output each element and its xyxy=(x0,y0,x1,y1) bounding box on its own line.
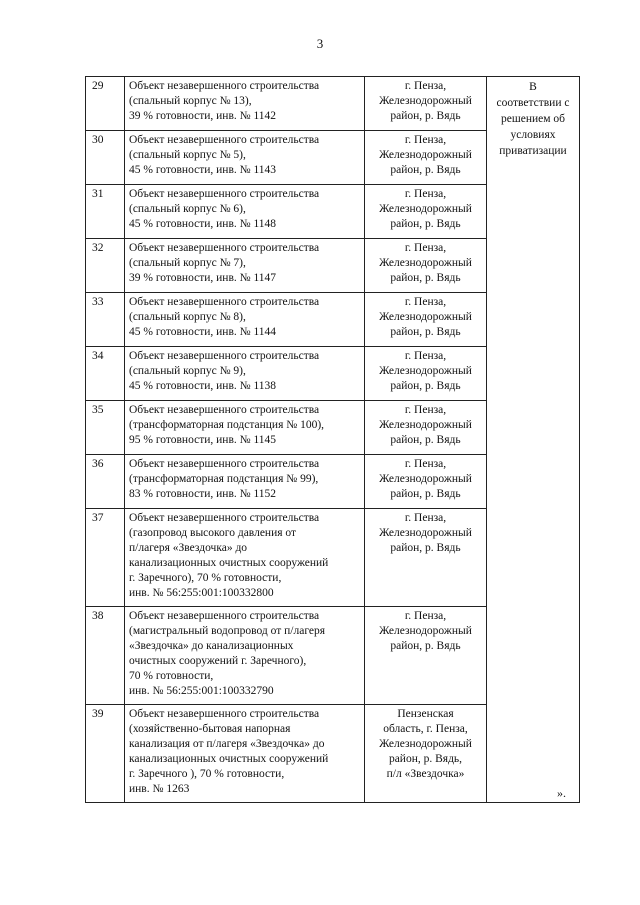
object-description xyxy=(125,509,365,607)
location-line: г. Пенза, xyxy=(404,404,447,416)
description-line: Объект незавершенного строительства xyxy=(129,242,320,254)
description-line: (трансформаторная подстанция № 100), xyxy=(129,419,325,431)
object-description xyxy=(125,455,365,509)
description-line: канализация от п/лагеря «Звездочка» до xyxy=(129,738,325,750)
object-description xyxy=(125,131,365,185)
description-line: Объект незавершенного строительства xyxy=(129,350,320,362)
location-line: район, р. Вядь xyxy=(390,640,461,652)
description-line: (хозяйственно-бытовая напорная xyxy=(129,723,291,735)
description-line: Объект незавершенного строительства xyxy=(129,188,320,200)
description-line: 95 % готовности, инв. № 1145 xyxy=(129,434,277,446)
description-line: 70 % готовности, xyxy=(129,670,214,682)
object-description xyxy=(125,401,365,455)
property-table xyxy=(85,76,580,803)
property-table-body xyxy=(86,77,580,803)
description-line: (магистральный водопровод от п/лагеря xyxy=(129,625,326,637)
description-line: Объект незавершенного строительства xyxy=(129,80,320,92)
location-line: область, г. Пенза, xyxy=(383,723,468,735)
row-number: 39 xyxy=(86,705,125,803)
location-line: Железнодорожный xyxy=(379,149,472,161)
location-line: Железнодорожный xyxy=(379,203,472,215)
condition-line: приватизации xyxy=(499,145,567,157)
description-line: канализационных очистных сооружений xyxy=(129,753,329,765)
location-line: г. Пенза, xyxy=(404,242,447,254)
condition-line: соответствии с xyxy=(496,97,570,109)
location-line: г. Пенза, xyxy=(404,134,447,146)
row-number: 36 xyxy=(86,455,125,509)
object-location xyxy=(365,293,487,347)
object-location xyxy=(365,401,487,455)
description-line: 45 % готовности, инв. № 1143 xyxy=(129,164,277,176)
location-line: район, р. Вядь xyxy=(390,380,461,392)
location-line: Железнодорожный xyxy=(379,738,472,750)
description-line: 39 % готовности, инв. № 1142 xyxy=(129,110,277,122)
row-number: 31 xyxy=(86,185,125,239)
row-number: 33 xyxy=(86,293,125,347)
description-line: Объект незавершенного строительства xyxy=(129,134,320,146)
location-line: Железнодорожный xyxy=(379,419,472,431)
object-location xyxy=(365,347,487,401)
description-line: п/лагеря «Звездочка» до xyxy=(129,542,248,554)
location-line: Пензенская xyxy=(397,708,454,720)
description-line: «Звездочка» до канализационных xyxy=(129,640,294,652)
location-line: г. Пенза, xyxy=(404,512,447,524)
description-line: Объект незавершенного строительства xyxy=(129,512,320,524)
description-line: Объект незавершенного строительства xyxy=(129,404,320,416)
location-line: Железнодорожный xyxy=(379,625,472,637)
description-line: инв. № 1263 xyxy=(129,783,190,795)
description-line: инв. № 56:255:001:100332800 xyxy=(129,587,274,599)
location-line: Железнодорожный xyxy=(379,527,472,539)
object-description xyxy=(125,77,365,131)
location-line: Железнодорожный xyxy=(379,311,472,323)
location-line: район, р. Вядь xyxy=(390,434,461,446)
condition-line: условиях xyxy=(510,129,556,141)
object-description xyxy=(125,607,365,705)
description-line: (спальный корпус № 6), xyxy=(129,203,246,215)
description-line: (газопровод высокого давления от xyxy=(129,527,297,539)
object-location xyxy=(365,239,487,293)
object-description xyxy=(125,347,365,401)
location-line: район, р. Вядь xyxy=(390,164,461,176)
location-line: г. Пенза, xyxy=(404,458,447,470)
description-line: (спальный корпус № 7), xyxy=(129,257,246,269)
description-line: г. Заречного), 70 % готовности, xyxy=(129,572,282,584)
description-line: г. Заречного ), 70 % готовности, xyxy=(129,768,285,780)
row-number: 32 xyxy=(86,239,125,293)
object-location xyxy=(365,607,487,705)
description-line: (спальный корпус № 5), xyxy=(129,149,246,161)
privatization-condition xyxy=(487,77,580,803)
object-location xyxy=(365,705,487,803)
location-line: район, р. Вядь xyxy=(390,488,461,500)
description-line: (спальный корпус № 9), xyxy=(129,365,246,377)
location-line: г. Пенза, xyxy=(404,188,447,200)
location-line: Железнодорожный xyxy=(379,473,472,485)
table-row xyxy=(86,77,580,131)
object-location xyxy=(365,131,487,185)
object-location xyxy=(365,455,487,509)
object-description xyxy=(125,293,365,347)
description-line: (спальный корпус № 8), xyxy=(129,311,246,323)
description-line: 83 % готовности, инв. № 1152 xyxy=(129,488,277,500)
row-number: 34 xyxy=(86,347,125,401)
description-line: 45 % готовности, инв. № 1148 xyxy=(129,218,277,230)
description-line: Объект незавершенного строительства xyxy=(129,610,320,622)
location-line: район, р. Вядь xyxy=(390,542,461,554)
location-line: район, р. Вядь xyxy=(390,326,461,338)
description-line: Объект незавершенного строительства xyxy=(129,296,320,308)
condition-line: решением об xyxy=(501,113,565,125)
object-location xyxy=(365,77,487,131)
location-line: г. Пенза, xyxy=(404,350,447,362)
location-line: г. Пенза, xyxy=(404,80,447,92)
location-line: г. Пенза, xyxy=(404,296,447,308)
location-line: Железнодорожный xyxy=(379,365,472,377)
description-line: канализационных очистных сооружений xyxy=(129,557,329,569)
location-line: район, р. Вядь xyxy=(390,272,461,284)
row-number: 38 xyxy=(86,607,125,705)
description-line: Объект незавершенного строительства xyxy=(129,708,320,720)
location-line: район, р. Вядь, xyxy=(388,753,463,765)
location-line: г. Пенза, xyxy=(404,610,447,622)
object-description xyxy=(125,239,365,293)
location-line: Железнодорожный xyxy=(379,257,472,269)
description-line: 45 % готовности, инв. № 1144 xyxy=(129,326,277,338)
condition-line: В xyxy=(529,81,537,93)
page-number: 3 xyxy=(316,36,324,51)
description-line: Объект незавершенного строительства xyxy=(129,458,320,470)
object-location xyxy=(365,185,487,239)
object-location xyxy=(365,509,487,607)
description-line: (спальный корпус № 13), xyxy=(129,95,252,107)
location-line: п/л «Звездочка» xyxy=(386,768,465,780)
description-line: инв. № 56:255:001:100332790 xyxy=(129,685,274,697)
object-description xyxy=(125,185,365,239)
closing-quote: ». xyxy=(557,786,566,800)
row-number: 37 xyxy=(86,509,125,607)
location-line: район, р. Вядь xyxy=(390,218,461,230)
description-line: (трансформаторная подстанция № 99), xyxy=(129,473,319,485)
row-number: 29 xyxy=(86,77,125,131)
location-line: Железнодорожный xyxy=(379,95,472,107)
object-description xyxy=(125,705,365,803)
row-number: 30 xyxy=(86,131,125,185)
location-line: район, р. Вядь xyxy=(390,110,461,122)
description-line: 45 % готовности, инв. № 1138 xyxy=(129,380,277,392)
row-number: 35 xyxy=(86,401,125,455)
description-line: очистных сооружений г. Заречного), xyxy=(129,655,307,667)
description-line: 39 % готовности, инв. № 1147 xyxy=(129,272,277,284)
